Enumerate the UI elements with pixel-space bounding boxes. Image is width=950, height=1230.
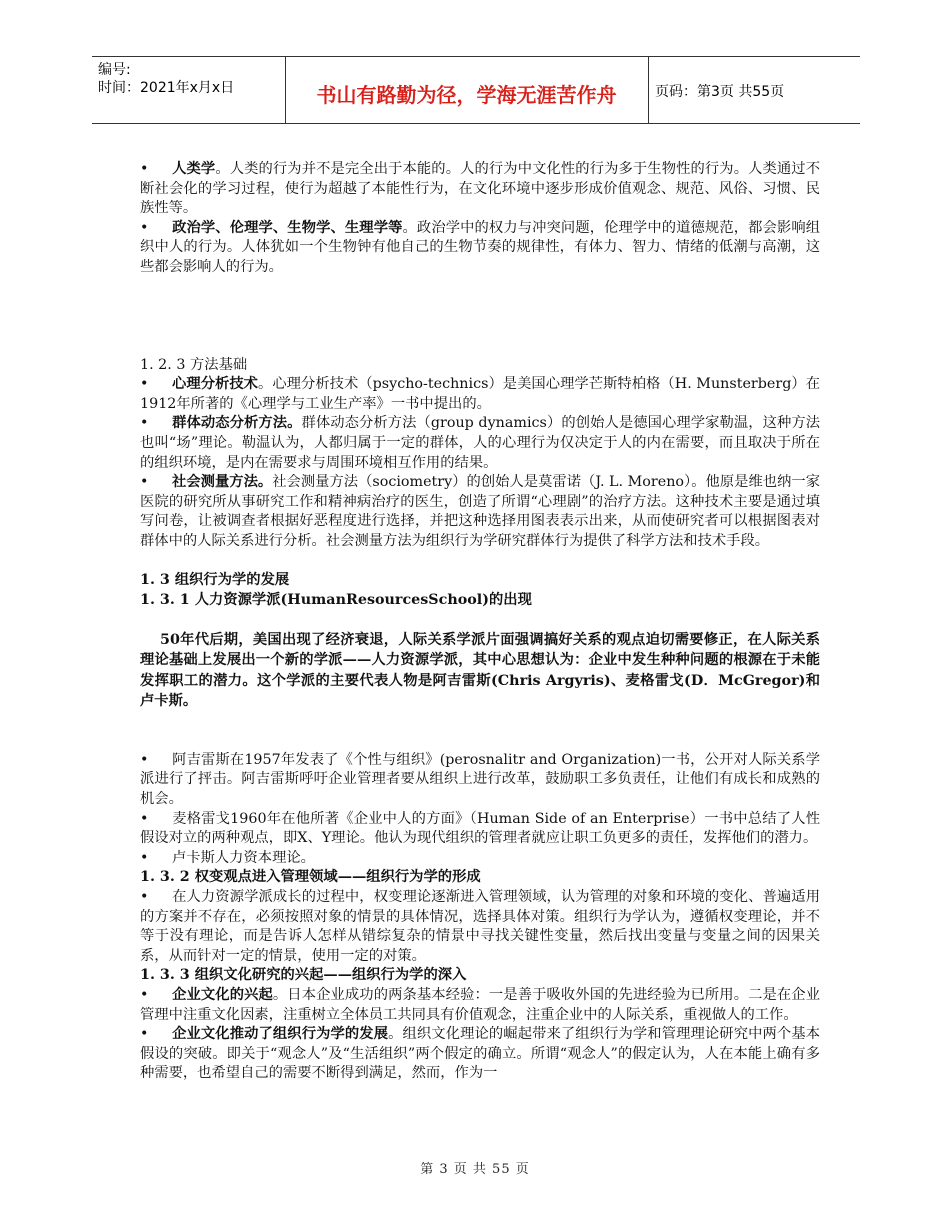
- bullet-icon: •: [140, 810, 149, 827]
- bullet-icon: •: [140, 889, 149, 906]
- bullet-anthropology: [140, 160, 820, 219]
- bullet-mcgregor: [140, 810, 820, 849]
- document-number-label: 编号:: [98, 62, 131, 78]
- section-heading-1-3: 1. 3 组织行为学的发展: [140, 572, 290, 589]
- bullet-text: 群体动态分析方法（group dynamics）的创始人是德国心理学家勒温，这种方法也叫“场”理论。勒温认为，人都归属于一定的群体，人的心理行为仅决定于人的内在需要，而且取决于所在的组织环境，是内在需要求与周围环境相互作用的结果。: [140, 415, 820, 471]
- bullet-icon: •: [140, 1026, 149, 1043]
- header-page-info: 页码：第3页 共55页: [655, 84, 785, 100]
- bullet-sociometry: [140, 473, 820, 551]
- bullet-group-dynamics: [140, 414, 820, 473]
- bullet-term: 企业文化推动了组织行为学的发展: [172, 1026, 389, 1043]
- section-heading-1-2-3: 1. 2. 3 方法基础: [140, 356, 248, 373]
- bullet-argyris: [140, 751, 820, 810]
- bullet-term: 企业文化的兴起: [172, 987, 273, 1003]
- bullet-term: 社会测量方法。: [172, 474, 273, 491]
- page-footer: 第 3 页 共 55 页: [420, 1162, 530, 1177]
- bullet-culture-impact: [140, 1025, 820, 1084]
- bullet-term: 人类学: [172, 161, 216, 177]
- bullet-politics: [140, 219, 820, 278]
- header-motto: 书山有路勤为径，学海无涯苦作舟: [316, 83, 617, 107]
- bullet-psychotechnics: [140, 375, 820, 414]
- section-heading-1-3-1: 1. 3. 1 人力资源学派(HumanResourcesSchool)的出现: [140, 591, 532, 608]
- bullet-text: 。政治学中的权力与冲突问题，伦理学中的道德规范，都会影响组织中人的行为。人体犹如一个生物钟有他自己的生物节奏的规律性，有体力、智力、情绪的低潮与高潮，这些都会影响人的行为。: [140, 219, 821, 275]
- bullet-icon: •: [140, 376, 149, 393]
- bullet-icon: •: [140, 751, 149, 768]
- section-heading-1-3-3: 1. 3. 3 组织文化研究的兴起——组织行为学的深入: [140, 967, 467, 984]
- page-header: [92, 56, 860, 124]
- bullet-text: 。心理分析技术（psycho-technics）是美国心理学芒斯特柏格（H. Munsterberg）在1912年所著的《心理学与工业生产率》一书中提出的。: [140, 376, 820, 412]
- header-divider: [648, 57, 649, 123]
- bullet-text: 。日本企业成功的两条基本经验：一是善于吸收外国的先进经验为已所用。二是在企业管理中注重文化因素，注重树立全体员工共同具有价值观念，注重企业中的人际关系，重视做人的工作。: [140, 987, 820, 1023]
- bullet-text: 麦格雷戈1960年在他所著《企业中人的方面》（Human Side of an Enterprise）一书中总结了人性假设对立的两种观点，即X、Y理论。他认为现代组织的管理者就应让职工负更多的责任，发挥他们的潜力。: [140, 810, 820, 847]
- section-heading-1-3-2: 1. 3. 2 权变观点进入管理领域——组织行为学的形成: [140, 869, 481, 886]
- bullet-text: 在人力资源学派成长的过程中，权变理论逐渐进入管理领域，认为管理的对象和环境的变化、普遍适用的方案并不存在，必须按照对象的情景的具体情况，选择具体对策。组织行为学认为，遵循权变理论，并不等于没有理论，而是告诉人怎样从错综复杂的情景中寻找关键性变量，然后找出变量与变量之间的因果关系，从而针对一定的情景，使用一定的对策。: [140, 889, 820, 964]
- bullet-text: 。人类的行为并不是完全出于本能的。人的行为中文化性的行为多于生物性的行为。人类通过不断社会化的学习过程，使行为超越了本能性行为，在文化环境中逐步形成价值观念、规范、风俗、习惯、民族性等。: [140, 161, 821, 217]
- bullet-text: 阿吉雷斯在1957年发表了《个性与组织》(perosnalitr and Organization)一书，公开对人际关系学派进行了抨击。阿吉雷斯呼吁企业管理者要从组织上进行改革，鼓励职工多负责任，让他们有成长和成熟的机会。: [140, 751, 820, 808]
- bullet-text: 卢卡斯人力资本理论。: [172, 849, 315, 866]
- header-meta: [98, 61, 234, 97]
- bullet-icon: •: [140, 415, 149, 432]
- bullet-term: 心理分析技术: [172, 376, 259, 393]
- bullet-text: 。组织文化理论的崛起带来了组织行为学和管理理论研究中两个基本假设的突破。即关于“观念人”及“生活组织”两个假定的确立。所谓“观念人”的假定认为，人在本能上确有多种需要，也希望自己的需要不断得到满足，然而，作为一: [140, 1026, 821, 1082]
- bullet-contingency: [140, 888, 820, 966]
- bullet-icon: •: [140, 474, 149, 491]
- bullet-icon: •: [140, 849, 149, 866]
- bullet-term: 政治学、伦理学、生物学、生理学等: [172, 219, 403, 236]
- bullet-icon: •: [140, 161, 149, 177]
- bullet-icon: •: [140, 219, 149, 236]
- document-time-label: 时间：2021年x月x日: [98, 80, 235, 96]
- bullet-corporate-culture: [140, 986, 820, 1025]
- bullet-term: 群体动态分析方法。: [172, 415, 302, 432]
- bullet-lucas: [140, 849, 820, 869]
- bullet-text: 社会测量方法（sociometry）的创始人是莫雷诺（J. L. Moreno）。他原是维也纳一家医院的研究所从事研究工作和精神病治疗的医生，创造了所谓“心理剧”的治疗方法。这种技术主要是通过填写问卷，让被调查者根据好恶程度进行选择，并把这种选择用图表表示出来，从而使研究者可以根据图表对群体中的人际关系进行分析。社会测量方法为组织行为学研究群体行为提供了科学方法和技术手段。: [140, 474, 820, 549]
- document-body: [140, 160, 820, 1084]
- bullet-icon: •: [140, 987, 149, 1003]
- bold-paragraph: 50年代后期，美国出现了经济衰退，人际关系学派片面强调搞好关系的观点迫切需要修正，在人际关系理论基础上发展出一个新的学派——人力资源学派，其中心思想认为：企业中发生种种问题的根源在于未能发挥职工的潜力。这个学派的主要代表人物是阿吉雷斯(Chris Argyris)、麦格雷戈(D．McGregor)和卢卡斯。: [140, 631, 820, 710]
